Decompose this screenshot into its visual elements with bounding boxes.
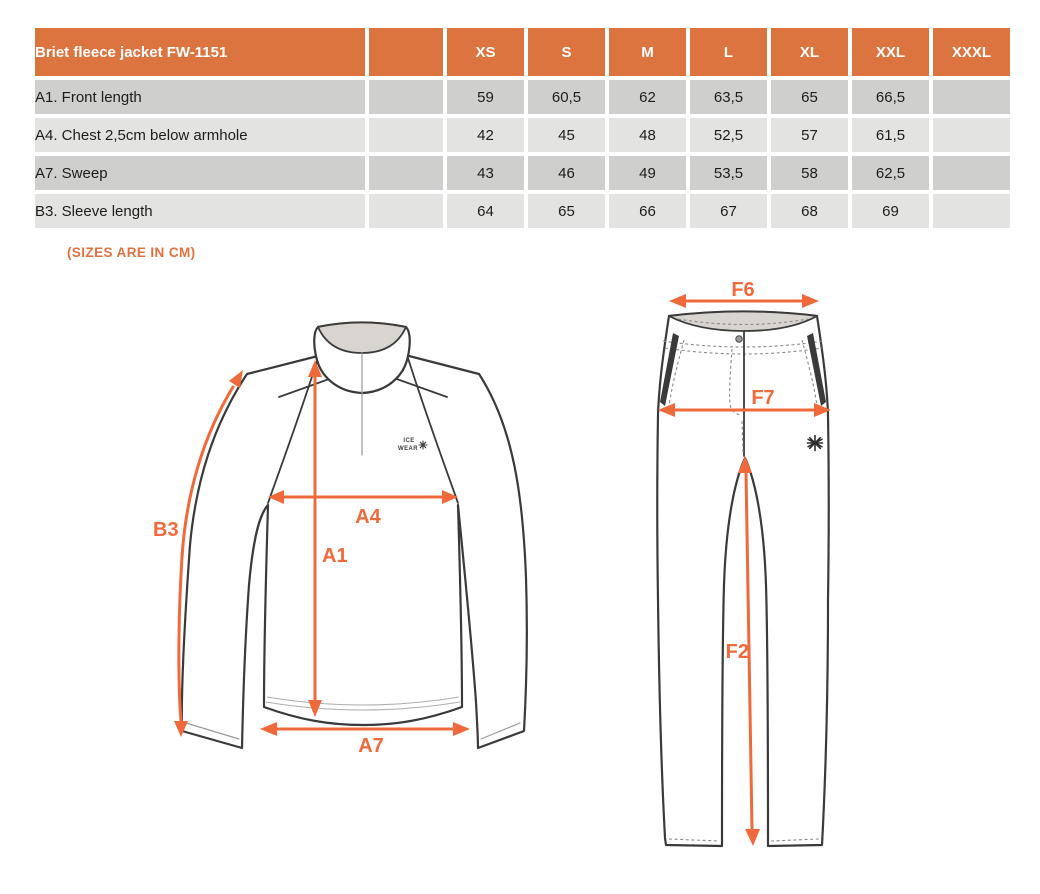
size-col-xs: XS [447, 28, 524, 76]
pants-body-outline [657, 312, 829, 847]
pants-button [736, 336, 742, 342]
size-col-xxl: XXL [852, 28, 929, 76]
jacket-diagram [153, 323, 527, 758]
pants-diagram [657, 279, 831, 846]
cell-value: 59 [447, 80, 524, 114]
cell-value: 66 [609, 194, 686, 228]
cell-value: 60,5 [528, 80, 605, 114]
cell-value: 66,5 [852, 80, 929, 114]
snowflake-icon [419, 441, 427, 449]
cell-value: 69 [852, 194, 929, 228]
measurement-label-f7: F7 [751, 387, 775, 409]
cell-value: 64 [447, 194, 524, 228]
cell-value: 65 [771, 80, 848, 114]
row-label: A1. Front length [35, 80, 365, 114]
cell-value: 52,5 [690, 118, 767, 152]
measurement-label-b3: B3 [153, 519, 179, 541]
cell-value: 61,5 [852, 118, 929, 152]
measurement-label-f2: F2 [725, 641, 749, 663]
row-label: A7. Sweep [35, 156, 365, 190]
size-col-xxxl: XXXL [933, 28, 1010, 76]
cell-value: 63,5 [690, 80, 767, 114]
measurement-label-a7: A7 [358, 735, 384, 757]
cell-value: 43 [447, 156, 524, 190]
measurement-label-f6: F6 [731, 279, 755, 301]
row-label: A4. Chest 2,5cm below armhole [35, 118, 365, 152]
cell-value: 45 [528, 118, 605, 152]
cell-value: 53,5 [690, 156, 767, 190]
cell-value: 67 [690, 194, 767, 228]
brand-logo-text-bottom: WEAR [398, 446, 418, 452]
cell-value: 62 [609, 80, 686, 114]
cell-value: 62,5 [852, 156, 929, 190]
size-col-s: S [528, 28, 605, 76]
size-col-m: M [609, 28, 686, 76]
cell-value: 57 [771, 118, 848, 152]
brand-logo-text-top: ICE [403, 438, 415, 444]
sizes-in-cm-note: (SIZES ARE IN CM) [67, 245, 196, 260]
measurement-label-a4: A4 [355, 506, 381, 528]
cell-value: 48 [609, 118, 686, 152]
size-col-l: L [690, 28, 767, 76]
cell-value: 65 [528, 194, 605, 228]
snowflake-icon [808, 436, 823, 451]
product-title: Briet fleece jacket FW-1151 [35, 28, 365, 76]
measurement-label-a1: A1 [322, 545, 348, 567]
cell-value: 58 [771, 156, 848, 190]
cell-value: 68 [771, 194, 848, 228]
cell-value: 42 [447, 118, 524, 152]
jacket-body-outline [182, 356, 527, 748]
row-label: B3. Sleeve length [35, 194, 365, 228]
size-col-xl: XL [771, 28, 848, 76]
cell-value: 46 [528, 156, 605, 190]
cell-value: 49 [609, 156, 686, 190]
